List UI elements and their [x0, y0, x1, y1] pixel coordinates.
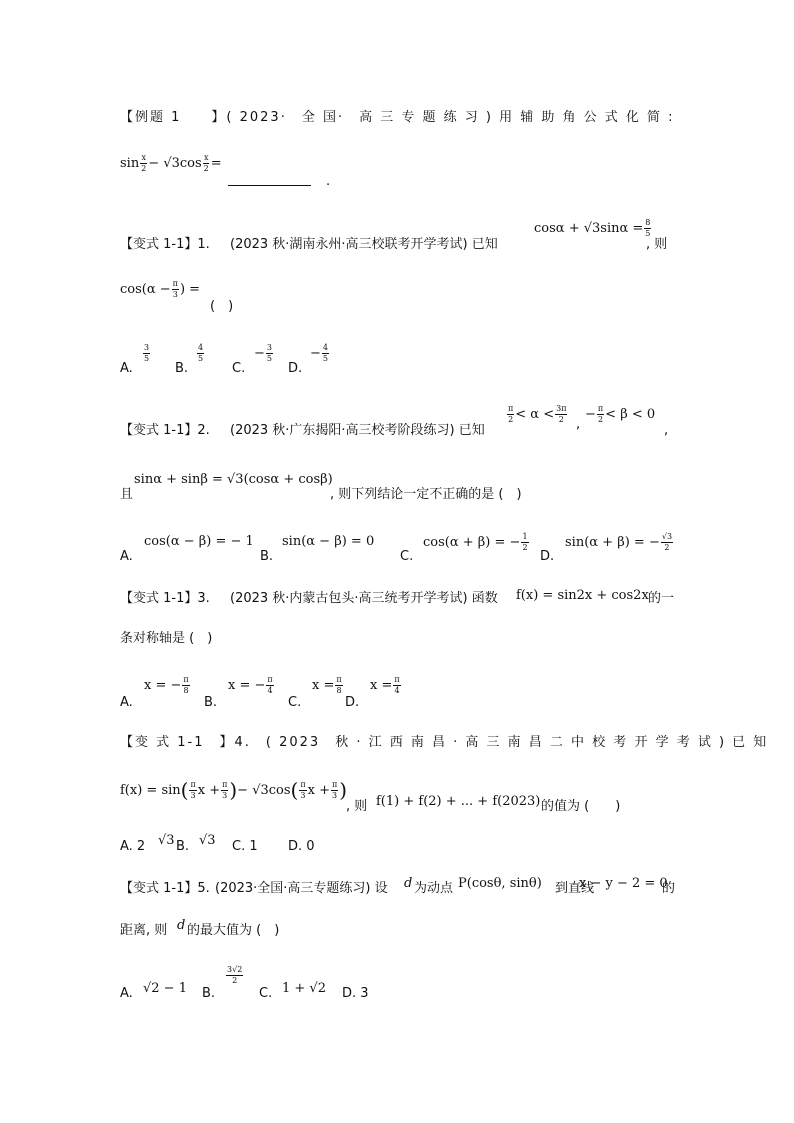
q2-comma-1: , [576, 417, 581, 432]
q1-option-a-label[interactable]: A. [120, 361, 133, 376]
q4-option-a-label[interactable]: A. 2 [120, 839, 146, 854]
q5-text-4: 的 [662, 881, 676, 896]
q4-option-b: √3 [199, 833, 216, 848]
q2-option-b-label[interactable]: B. [260, 549, 274, 564]
q5-option-d[interactable]: D. 3 [342, 986, 369, 1001]
q3-tag: 【变式 1-1】3. [120, 591, 210, 606]
q4-sum: f(1) + f(2) + ... + f(2023) [376, 794, 541, 809]
q1-source: (2023 秋·湖南永州·高三校联考开学考试) 已知 [230, 237, 498, 252]
q1-option-b-label[interactable]: B. [175, 361, 189, 376]
example-1-header: 【例题 1 】( 2023· 全 国· 高 三 专 题 练 习 ) 用 辅 助 角 公 式 化 简 : [120, 110, 675, 125]
q1-then: , 则 [646, 237, 668, 252]
q1-option-c: − $\frac{3}{5}$ [254, 343, 272, 363]
q2-option-c: cos(α + β) = − $\frac{1}{2}$ [423, 532, 528, 552]
q5-text-2: 为动点 [414, 881, 454, 896]
q2-option-b: sin(α − β) = 0 [282, 534, 375, 549]
q3-option-a: x = − $\frac{\pi}{8}$ [144, 675, 189, 695]
q3-function: f(x) = sin2x + cos2x [516, 588, 649, 603]
q5-variable-d: d [404, 876, 413, 891]
q2-and: 且 [120, 487, 134, 502]
q1-answer-paren: ( ) [210, 299, 234, 314]
q1-option-c-label[interactable]: C. [232, 361, 246, 376]
q1-tag: 【变式 1-1】1. [120, 237, 210, 252]
q2-equation: sinα + sinβ = √3(cosα + cosβ) [134, 472, 333, 487]
q2-condition-2: − $\frac{\pi}{2}$ < β < 0 [585, 404, 656, 424]
q5-option-c: 1 + √2 [282, 981, 326, 996]
answer-blank[interactable] [228, 185, 311, 186]
q4-option-d[interactable]: D. 0 [288, 839, 315, 854]
q5-option-c-label[interactable]: C. [259, 986, 273, 1001]
q4-option-a: √3 [158, 833, 175, 848]
q4-option-b-label[interactable]: B. [176, 839, 190, 854]
q3-option-c: x = $\frac{\pi}{8}$ [312, 675, 342, 695]
q5-line: x − y − 2 = 0 [579, 876, 668, 891]
period: . [326, 174, 331, 189]
q5-option-a-label[interactable]: A. [120, 986, 133, 1001]
q3-option-b-label[interactable]: B. [204, 695, 218, 710]
q4-question: 的值为 ( ) [541, 799, 621, 814]
q4-header: 【变 式 1-1 】4. ( 2023 秋 · 江 西 南 昌 · 高 三 南 昌 二 中 校 考 开 学 考 试 ) 已 知 [120, 735, 769, 750]
q2-condition: π 2 < α < 3π 2 [508, 404, 567, 424]
q1-condition: cosα + √3sinα = $\frac{8}{5}$ [534, 218, 651, 238]
q5-option-b: 3√2 2 [227, 965, 243, 985]
q3-option-c-label[interactable]: C. [288, 695, 302, 710]
q2-source: (2023 秋·广东揭阳·高三校考阶段练习) 已知 [230, 423, 485, 438]
q1-option-b: 4 5 [198, 343, 204, 363]
q3-option-b: x = − $\frac{\pi}{4}$ [228, 675, 273, 695]
q1-option-a: 3 5 [144, 343, 150, 363]
q3-source: (2023 秋·内蒙古包头·高三统考开学考试) 函数 [230, 591, 498, 606]
q5-line-2a: 距离, 则 [120, 923, 168, 938]
q4-option-c[interactable]: C. 1 [232, 839, 258, 854]
q5-line-2b: 的最大值为 ( ) [187, 923, 280, 938]
q1-option-d: − $\frac{4}{5}$ [310, 343, 328, 363]
q1-target-expression: cos (α − $\frac{\pi}{3}$ ) = [120, 279, 201, 299]
q2-tag: 【变式 1-1】2. [120, 423, 210, 438]
q3-line-2: 条对称轴是 ( ) [120, 631, 213, 646]
q2-option-d-label[interactable]: D. [540, 549, 555, 564]
q5-line-2-d: d [177, 918, 186, 933]
q2-option-a: cos(α − β) = − 1 [144, 534, 254, 549]
q3-option-d-label[interactable]: D. [345, 695, 360, 710]
q3-option-a-label[interactable]: A. [120, 695, 133, 710]
q4-then: , 则 [346, 799, 368, 814]
q5-text-3: 到直线 [555, 881, 595, 896]
q2-option-c-label[interactable]: C. [400, 549, 414, 564]
q2-option-d: sin(α + β) = − $\frac{√3}{2}$ [565, 532, 673, 552]
example-1-expression: sin x 2 − √3cos $\frac{x}{2}$ = [120, 153, 222, 173]
q5-option-a: √2 − 1 [143, 981, 187, 996]
q5-tag: 【变式 1-1】5. [120, 881, 210, 896]
q2-question: , 则下列结论一定不正确的是 ( ) [330, 487, 522, 502]
q4-function: f(x) = sin ( π 3 x + $\frac{\pi}{3}$ ) − √3cos ( π 3 x + $\frac{\pi}{3}$ ) [120, 778, 348, 802]
q2-comma-2: , [664, 423, 669, 438]
q5-option-b-label[interactable]: B. [202, 986, 216, 1001]
q2-option-a-label[interactable]: A. [120, 549, 133, 564]
q5-source: (2023·全国·高三专题练习) 设 [215, 881, 388, 896]
q3-tail: 的一 [648, 591, 675, 606]
q3-option-d: x = $\frac{\pi}{4}$ [370, 675, 400, 695]
q1-option-d-label[interactable]: D. [288, 361, 303, 376]
q5-point: P(cosθ, sinθ) [458, 876, 542, 891]
